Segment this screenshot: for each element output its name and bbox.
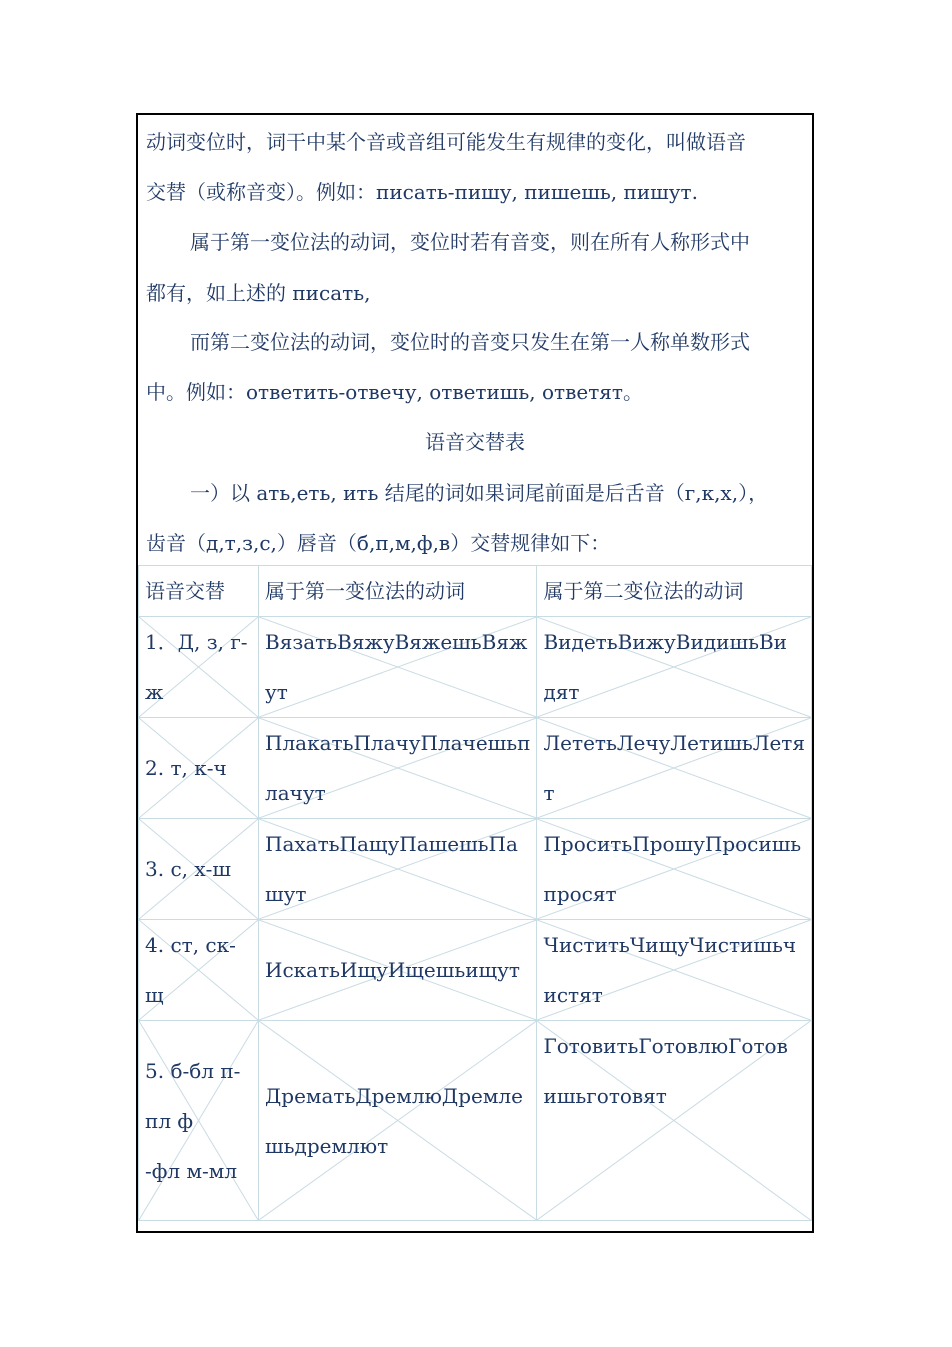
header-cell-alternation: 语音交替 <box>139 566 259 617</box>
second-conjugation-cell: ВидетьВижуВидишьВи дят <box>537 617 812 718</box>
second-conjugation-cell: ГотовитьГотовлюГотов ишьготовят <box>537 1021 812 1221</box>
paragraph-1-line-2: 交替（或称音变）。例如：писать-пишу, пишешь, пишут. <box>146 180 698 204</box>
header-cell-second-conjugation: 属于第二变位法的动词 <box>537 566 812 617</box>
table-header-row <box>139 566 812 617</box>
first-conjugation-cell: ПлакатьПлачуПлачешьп лачут <box>259 718 537 819</box>
first-conjugation-cell: ПахатьПащуПашешьПа шут <box>259 819 537 920</box>
header-cell-first-conjugation: 属于第一变位法的动词 <box>259 566 537 617</box>
second-conjugation-cell: ЛететьЛечуЛетишьЛетя т <box>537 718 812 819</box>
document-frame <box>136 113 814 1233</box>
table-row <box>139 718 812 819</box>
cell-diagonal-decoration <box>259 1021 536 1220</box>
alternation-cell: 4. ст, ск-щ <box>139 920 259 1021</box>
first-conjugation-cell: ВязатьВяжуВяжешьВяж ут <box>259 617 537 718</box>
paragraph-3-line-2: 中。例如：ответить-отвечу, ответишь, ответят。 <box>146 380 643 404</box>
second-conjugation-cell: ЧиститьЧищуЧистишьч истят <box>537 920 812 1021</box>
paragraph-1-line-1: 动词变位时，词干中某个音或音组可能发生有规律的变化，叫做语音 <box>146 130 746 154</box>
alternation-cell: 3. с, х-ш <box>139 819 259 920</box>
alternation-cell: 2. т, к-ч <box>139 718 259 819</box>
first-conjugation-cell: ИскатьИщуИщешьищут <box>259 920 537 1021</box>
alternation-cell: 5. б-бл п-пл ф -фл м-мл <box>139 1021 259 1221</box>
paragraph-4-line-1: 一）以 ать,еть, ить 结尾的词如果词尾前面是后舌音（г,к,х,）， <box>190 481 769 505</box>
table-row <box>139 617 812 718</box>
paragraph-2-line-2: 都有，如上述的 писать, <box>146 281 371 305</box>
table-row <box>139 1021 812 1221</box>
paragraph-2-line-1: 属于第一变位法的动词，变位时若有音变，则在所有人称形式中 <box>190 230 750 254</box>
table-title: 语音交替表 <box>425 430 525 454</box>
alternation-cell: 1．Д, з, г-ж <box>139 617 259 718</box>
first-conjugation-cell: ДрематьДремлюДремле шьдремлют <box>259 1021 537 1221</box>
paragraph-4-line-2: 齿音（д,т,з,с,）唇音（б,п,м,ф,в）交替规律如下： <box>146 531 611 555</box>
paragraph-3-line-1: 而第二变位法的动词，变位时的音变只发生在第一人称单数形式 <box>190 330 750 354</box>
table-row <box>139 819 812 920</box>
second-conjugation-cell: ПроситьПрошуПросишь просят <box>537 819 812 920</box>
alternation-table <box>138 565 812 1221</box>
table-row <box>139 920 812 1021</box>
